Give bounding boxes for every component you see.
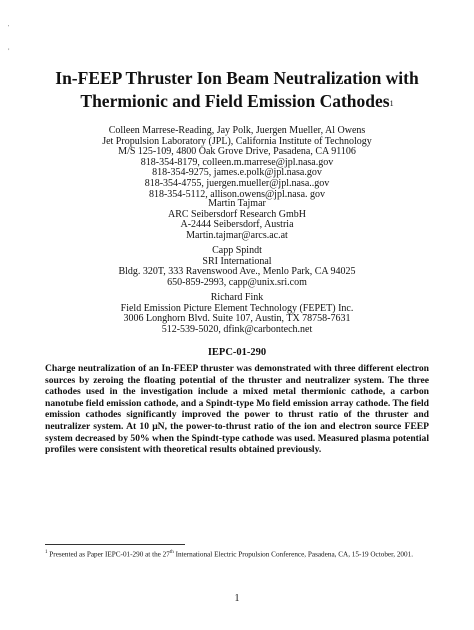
title-line-1: In-FEEP Thruster Ion Beam Neutralization with — [55, 68, 419, 88]
contact-line: 650-859-2993, capp@unix.sri.com — [167, 276, 307, 288]
contact-line: 818-354-8179, colleen.m.marrese@jpl.nasa.gov — [140, 156, 334, 168]
abstract: Charge neutralization of an In-FEEP thruster was demonstrated with three different electron sources by zeroing the floating potential of the thruster and neutralizer system. The three cathodes used in the investigation include a mixed metal thermionic cathode, a carbon nanotube field emission cathode, and a Spindt-type Mo field emission array cathode. The field emission cathodes significantly improved the power to thrust ratio of the thruster and neutralizer system. At 10 μN, the power-to-thrust ratio of the ion and electron source FEEP system decreased by 50% when the Spindt-type cathode was used. Measured plasma potential profiles were consistent with theoretical results obtained previously. — [45, 363, 429, 456]
address-line: Bldg. 320T, 333 Ravenswood Ave., Menlo Park, CA 94025 — [118, 266, 356, 278]
scan-mark: ' — [8, 25, 10, 31]
contact-line: 818-354-9275, james.e.polk@jpl.nasa.gov — [152, 167, 322, 179]
author-line: Martin Tajmar — [208, 198, 266, 209]
contact-line: Martin.tajmar@arcs.ac.at — [186, 229, 288, 241]
footnote-text-start: Presented as Paper IEPC-01-290 at the 27 — [47, 550, 170, 559]
author-block-sri — [60, 246, 414, 288]
affiliation-line: Field Emission Picture Element Technology (FEPET) Inc. — [120, 302, 354, 314]
paper-title — [40, 67, 434, 113]
title-footnote-ref: 1 — [389, 99, 394, 108]
address-line: 3006 Longhorn Blvd. Suite 107, Austin, TX 78758-7631 — [123, 313, 351, 325]
author-line: Capp Spindt — [212, 245, 262, 256]
address-line: A-2444 Seibersdorf, Austria — [180, 219, 294, 231]
footnote-text-end: International Electric Propulsion Conference, Pasadena, CA, 15-19 October, 2001. — [173, 550, 413, 559]
author-block-fepet — [60, 293, 414, 335]
affiliation-line: Jet Propulsion Laboratory (JPL), California Institute of Technology — [102, 135, 372, 147]
author-block-arc — [60, 199, 414, 241]
footnote-ordinal: th — [169, 550, 174, 555]
contact-line: 818-354-4755, juergen.mueller@jpl.nasa..gov — [144, 177, 330, 189]
address-line: M/S 125-109, 4800 Oak Grove Drive, Pasadena, CA 91106 — [118, 146, 356, 158]
affiliation-line: ARC Seibersdorf Research GmbH — [167, 208, 307, 220]
author-line: Richard Fink — [210, 292, 264, 303]
author-line: Colleen Marrese-Reading, Jay Polk, Juergen Mueller, Al Owens — [108, 125, 366, 136]
paper-id: IEPC-01-290 — [207, 347, 267, 358]
contact-line: 512-539-5020, dfink@carbontech.net — [161, 323, 313, 335]
title-line-2-text: Thermionic and Field Emission Cathodes — [80, 91, 390, 111]
page-number: 1 — [234, 593, 240, 604]
author-block-jpl — [60, 126, 414, 200]
footnote-divider — [45, 544, 185, 545]
footnote — [45, 548, 445, 559]
contact-line: 818-354-5112, allison.owens@jpl.nasa. gov — [148, 188, 326, 200]
affiliation-line: SRI International — [202, 255, 272, 267]
scan-mark: , — [8, 45, 10, 51]
title-line-2 — [40, 90, 434, 113]
footnote-mark: 1 — [45, 550, 48, 555]
